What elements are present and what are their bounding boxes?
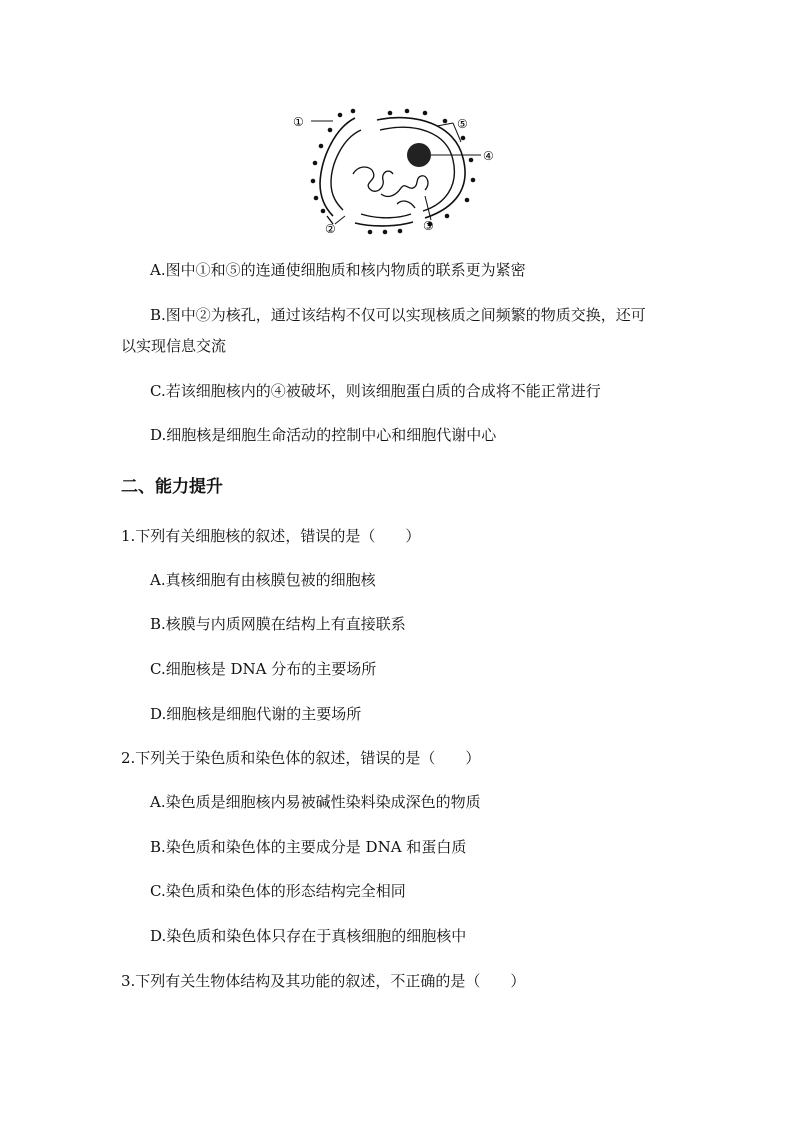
label-1: ① bbox=[293, 115, 304, 129]
question-1-option-b: B.核膜与内质网膜在结构上有直接联系 bbox=[150, 615, 406, 633]
question-3-stem: 3.下列有关生物体结构及其功能的叙述，不正确的是（ ） bbox=[121, 972, 526, 990]
question-2-option-a: A.染色质是细胞核内易被碱性染料染成深色的物质 bbox=[150, 793, 481, 811]
question-1-stem: 1.下列有关细胞核的叙述，错误的是（ ） bbox=[121, 527, 421, 545]
nucleolus bbox=[407, 143, 431, 167]
question-1-option-c: C.细胞核是 DNA 分布的主要场所 bbox=[150, 660, 377, 678]
nucleus-diagram bbox=[285, 108, 515, 238]
label-4: ④ bbox=[483, 149, 494, 163]
prev-option-a: A.图中①和⑤的连通使细胞质和核内物质的联系更为紧密 bbox=[150, 261, 526, 279]
label-2: ② bbox=[325, 222, 336, 236]
outer-membrane-right bbox=[377, 118, 465, 218]
inner-membrane-bottom bbox=[361, 214, 411, 218]
question-2-stem: 2.下列关于染色质和染色体的叙述，错误的是（ ） bbox=[121, 749, 481, 767]
inner-membrane-right bbox=[380, 127, 454, 211]
question-2-option-d: D.染色质和染色体只存在于真核细胞的细胞核中 bbox=[150, 927, 467, 945]
label-5: ⑤ bbox=[457, 117, 468, 131]
prev-option-d: D.细胞核是细胞生命活动的控制中心和细胞代谢中心 bbox=[150, 426, 497, 444]
outer-membrane-left bbox=[320, 118, 355, 216]
prev-option-b: B.图中②为核孔，通过该结构不仅可以实现核质之间频繁的物质交换，还可 bbox=[150, 306, 646, 324]
outer-membrane-bottom bbox=[355, 222, 413, 226]
question-1-option-a: A.真核细胞有由核膜包被的细胞核 bbox=[150, 571, 376, 589]
label-3: ③ bbox=[423, 219, 434, 233]
question-1-option-d: D.细胞核是细胞代谢的主要场所 bbox=[150, 705, 362, 723]
prev-option-c: C.若该细胞核内的④被破坏，则该细胞蛋白质的合成将不能正常进行 bbox=[150, 382, 601, 400]
section-heading: 二、能力提升 bbox=[121, 477, 223, 497]
prev-option-b-continued: 以实现信息交流 bbox=[121, 337, 227, 355]
chromatin bbox=[353, 167, 428, 208]
question-2-option-b: B.染色质和染色体的主要成分是 DNA 和蛋白质 bbox=[150, 838, 467, 856]
question-2-option-c: C.染色质和染色体的形态结构完全相同 bbox=[150, 882, 406, 900]
